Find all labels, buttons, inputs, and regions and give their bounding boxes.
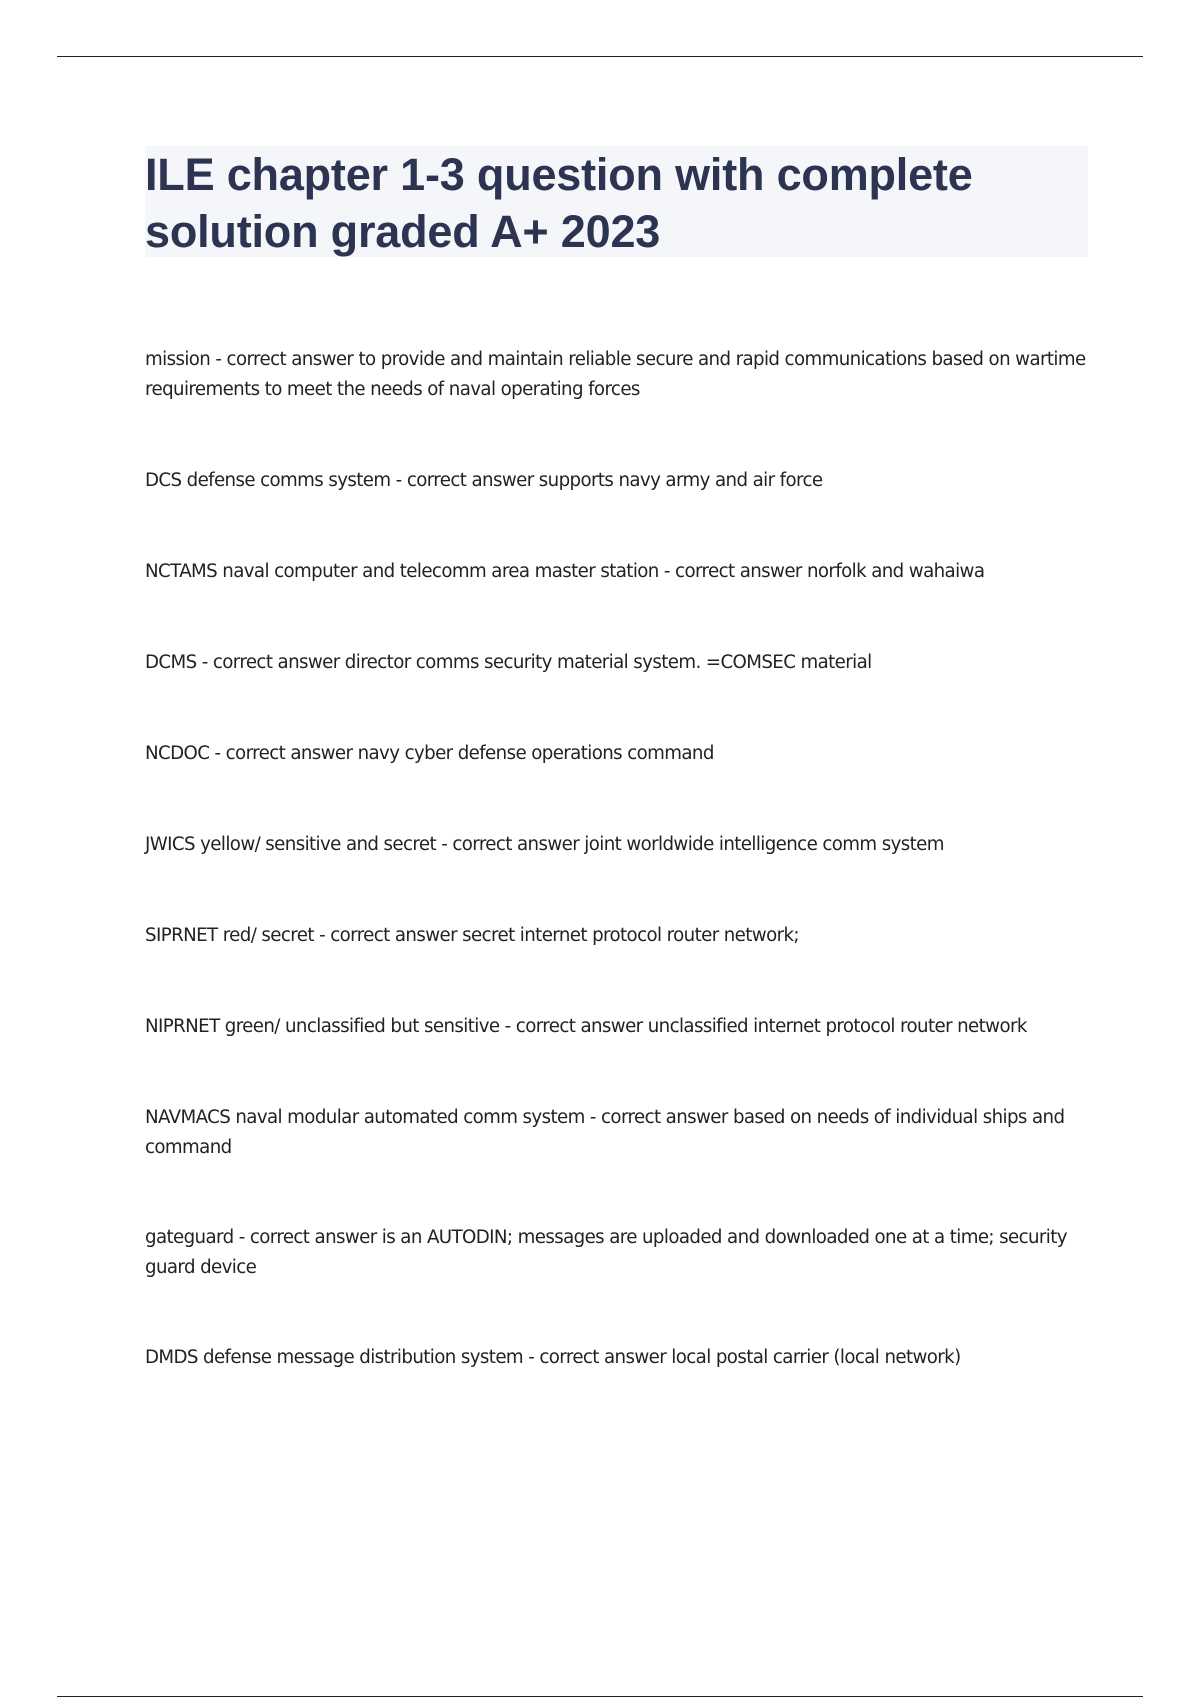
qa-entry-nctams: NCTAMS naval computer and telecomm area master station - correct answer norfolk and wahaiwa: [145, 561, 985, 582]
title-block: [145, 146, 1088, 257]
qa-entry-jwics: JWICS yellow/ sensitive and secret - correct answer joint worldwide intelligence comm system: [145, 834, 944, 855]
qa-entry-dmds: DMDS defense message distribution system - correct answer local postal carrier (local network): [145, 1347, 961, 1368]
document-title: ILE chapter 1-3 question with complete solution graded A+ 2023: [145, 149, 973, 257]
qa-entry-dcs: DCS defense comms system - correct answer supports navy army and air force: [145, 470, 823, 491]
bottom-rule: [57, 1696, 1143, 1697]
top-rule: [57, 56, 1143, 57]
qa-entry-niprnet: NIPRNET green/ unclassified but sensitive - correct answer unclassified internet protocol router network: [145, 1016, 1027, 1037]
qa-entry-mission: mission - correct answer to provide and maintain reliable secure and rapid communications based on wartime requirements to meet the needs of naval operating forces: [145, 349, 1086, 400]
qa-entry-dcms: DCMS - correct answer director comms security material system. =COMSEC material: [145, 652, 872, 673]
qa-entry-siprnet: SIPRNET red/ secret - correct answer secret internet protocol router network;: [145, 925, 799, 946]
qa-entry-navmacs: NAVMACS naval modular automated comm system - correct answer based on needs of individual ships and command: [145, 1107, 1065, 1158]
qa-entry-ncdoc: NCDOC - correct answer navy cyber defense operations command: [145, 743, 714, 764]
qa-entry-gateguard: gateguard - correct answer is an AUTODIN; messages are uploaded and downloaded one at a time; security guard device: [145, 1227, 1067, 1278]
